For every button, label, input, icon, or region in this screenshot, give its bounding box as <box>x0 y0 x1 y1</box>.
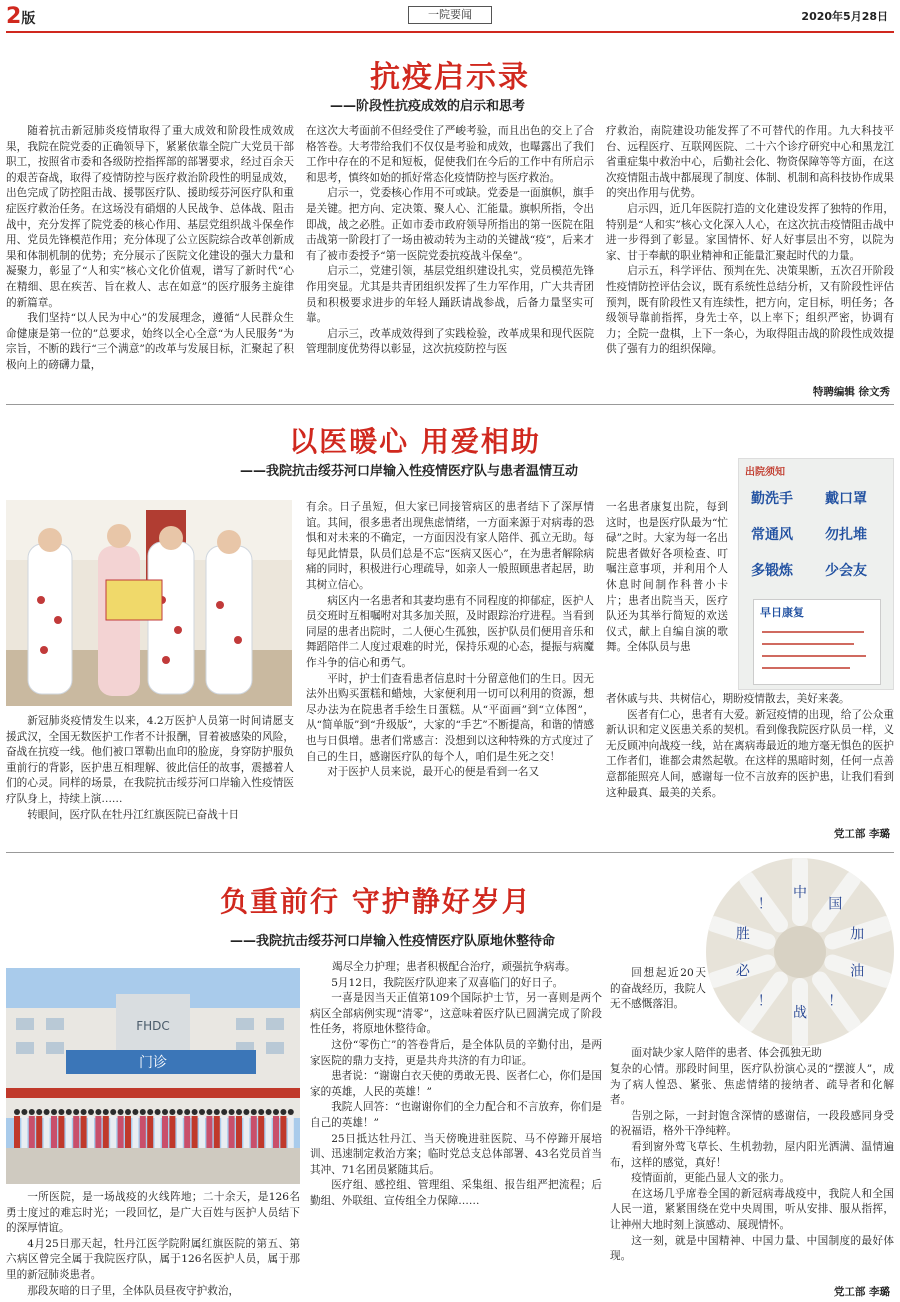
crowd-person <box>14 1116 20 1148</box>
article3-subtitle: ——我院抗击绥芬河口岸输入性疫情医疗队原地休整待命 <box>230 934 556 949</box>
crowd-person <box>192 1116 198 1148</box>
crowd-head <box>192 1109 198 1115</box>
card-tip: 多锻炼 <box>751 563 793 579</box>
paragraph: 启示四，近几年医院打造的文化建设发挥了独特的作用，特别是“人和实”核心文化深入人心，在这次抗击疫情阻击战中进一步得到了彰显。家国情怀、好人好事层出不穷，以院为家、甘于奉献的职业精神和正能量汇聚起时代的力量。 <box>606 202 894 262</box>
crowd-head <box>66 1109 72 1115</box>
paragraph: 病区内一名患者和其妻均患有不同程度的抑郁症，医护人员交班时互相嘱咐对其多加关照，及时跟踪治疗进程。当看到同屋的患者出院时，二人便心生孤独，医护队员们便用音乐和舞蹈陪伴二人度过艰难的时光，保持乐观的心态，提振与病魔作斗争的信心和勇气。 <box>306 594 594 669</box>
paragraph: 有余。日子虽短，但大家已同接管病区的患者结下了深厚情谊。其间，很多患者出现焦虑情绪，一方面来源于对病毒的恐惧和对未来的不确定，一方面因没有家人陪伴、孤立无助。每每见此情景，队员们总是不忘“医病又医心”，在为患者解除病痛的同时，积极进行心理疏导，如亲人一般照顾患者起居，助其树立信心。 <box>306 501 594 591</box>
hospital-team-photo <box>6 968 300 1184</box>
crowd-head <box>221 1109 227 1115</box>
paragraph: 那段灰暗的日子里，全体队员昼夜守护救治， <box>27 1284 240 1297</box>
circle-center <box>774 926 826 978</box>
section-divider <box>6 404 894 405</box>
crowd-person <box>81 1116 87 1148</box>
article2-column-3-bottom <box>606 692 894 822</box>
crowd-person <box>280 1116 286 1148</box>
crowd-head <box>266 1109 272 1115</box>
paragraph: 一名患者康复出院，每到这时，也是医疗队最为“忙碌”之时。大家为每一名出院患者做好各项检查、叮嘱注意事项，并利用个人休息时间制作科普小卡片；患者出院当天，医疗队还为其举行简短的欢送仪式，献上自编自演的歌舞。全体队员与患 <box>606 501 728 654</box>
article2-title: 以医暖心 用爱相助 <box>289 425 541 458</box>
paragraph: 一所医院，是一场战疫的火线阵地；二十余天，是126名勇士度过的难忘时光；一段回忆，是广大百姓与医护人员结下的深厚情谊。 <box>6 1191 300 1235</box>
crowd-person <box>95 1116 101 1148</box>
issue-date: 2020年5月28日 <box>801 10 888 23</box>
crowd-person <box>155 1116 161 1148</box>
article2-subtitle: ——我院抗击绥芬河口岸输入性疫情医疗队与患者温情互动 <box>240 464 579 479</box>
crowd-person <box>177 1116 183 1148</box>
article3-column-1 <box>6 1190 300 1302</box>
circle-character: 油 <box>850 963 865 980</box>
paragraph: 竭尽全力护理；患者积极配合治疗，顽强抗争病毒。 <box>332 961 576 973</box>
crowd-head <box>236 1109 242 1115</box>
crowd-person <box>221 1116 227 1148</box>
page-number <box>6 4 66 32</box>
paragraph: 医疗组、感控组、管理组、采集组、报告组严把流程；后勤组、外联组、宣传组全力保障…… <box>310 1179 602 1207</box>
crowd-head <box>51 1109 57 1115</box>
crowd-head <box>184 1109 190 1115</box>
paragraph: 平时，护士们查看患者信息时十分留意他们的生日。因无法外出购买蛋糕和蜡烛，大家便利用一切可以利用的资源，想尽办法为在院患者手绘生日蛋糕。从“平面画”到“立体图”，从“简单版”到“升级版”，大家的“手艺”不断提高，和谐的情感也与日俱增。患者们常感言：没想到以这种特殊的方式度过了自己的生日，感谢医疗队的每个人，咱们是生死之交！ <box>306 672 594 763</box>
card-recovery <box>753 599 881 685</box>
crowd-head <box>140 1109 146 1115</box>
crowd-person <box>73 1116 79 1148</box>
medical-team-photo <box>6 500 292 706</box>
paragraph: 在这次大考面前不但经受住了严峻考验，而且出色的交上了合格答卷。大考带给我们不仅仅是考验和成效，也曝露出了我们工作中存在的不足和短板，促使我们在今后的工作中有所启示和思考，慎终如始的抓好常态化疫情防控与医疗救治。 <box>306 125 594 184</box>
crowd-head <box>95 1109 101 1115</box>
crowd-person <box>51 1116 57 1148</box>
article1-column-1 <box>6 124 294 400</box>
card-tip: 戴口罩 <box>825 491 867 507</box>
crowd-person <box>199 1116 205 1148</box>
section-divider <box>6 852 894 853</box>
article3-column-3-top <box>610 966 706 1046</box>
paragraph: 在这场几乎席卷全国的新冠病毒战疫中，我院人和全国人民一道，紧紧围绕在党中央周围，听从安排、服从指挥，让神州大地时刻上演感动、展现情怀。 <box>610 1187 894 1231</box>
building-sign-text: 门诊 <box>139 1055 167 1071</box>
article3-byline: 党工部 李璐 <box>833 1286 890 1298</box>
crowd-head <box>36 1109 42 1115</box>
paragraph: 看到窗外莺飞草长、生机勃勃，屋内阳光洒满、温情遍布，这样的感觉，真好！ <box>610 1140 894 1169</box>
card-tip: 常通风 <box>751 527 793 543</box>
crowd-person <box>206 1116 212 1148</box>
circle-character: 必 <box>735 963 750 980</box>
crowd-person <box>229 1116 235 1148</box>
crowd-person <box>169 1116 175 1148</box>
article1-column-3 <box>606 124 894 384</box>
circle-character: 国 <box>828 896 843 913</box>
card-tip: 勤洗手 <box>751 491 793 507</box>
crowd-head <box>118 1109 124 1115</box>
crowd-person <box>110 1116 116 1148</box>
paragraph: 一喜是因当天正值第109个国际护士节，另一喜则是两个病区全部病例实现“清零”，这意味着医疗队已圆满完成了阶段性任务，将原地休整待命。 <box>310 992 602 1036</box>
paragraph: 对于医护人员来说，最开心的便是看到一名又 <box>327 766 540 779</box>
crowd-person <box>236 1116 242 1148</box>
crowd-person <box>251 1116 257 1148</box>
crowd-person <box>44 1116 50 1148</box>
crowd-head <box>81 1109 87 1115</box>
crowd-person <box>288 1116 294 1148</box>
article1-byline: 特聘编辑 徐文秀 <box>812 386 890 398</box>
crowd-head <box>214 1109 220 1115</box>
crowd-head <box>21 1109 27 1115</box>
crowd-head <box>169 1109 175 1115</box>
crowd-head <box>243 1109 249 1115</box>
card-tip: 勿扎堆 <box>825 527 867 543</box>
card-tips <box>745 481 889 593</box>
article2-byline: 党工部 李璐 <box>833 828 890 840</box>
circle-character: ！ <box>757 993 772 1010</box>
crowd-person <box>125 1116 131 1148</box>
paragraph: 回想起近20天的奋战经历，我院人无不感慨落泪。 <box>610 967 706 1011</box>
crowd-head <box>103 1109 109 1115</box>
paragraph: 这份“零伤亡”的答卷背后，是全体队员的辛勤付出，是两家医院的鼎力支持，更是共舟共济的有力印证。 <box>310 1038 602 1067</box>
article3-column-3-mid <box>610 1046 894 1062</box>
crowd-head <box>162 1109 168 1115</box>
article1-subtitle: ——阶段性抗疫成效的启示和思考 <box>330 99 526 114</box>
card-recovery-title: 早日康复 <box>760 606 804 619</box>
crowd-person <box>147 1116 153 1148</box>
circle-character: 胜 <box>735 926 750 943</box>
paragraph: 4月25日那天起，牡丹江医学院附属红旗医院的第五、第六病区曾完全属于我院医疗队，属于126名医护人员，属于那里的新冠肺炎患者。 <box>6 1237 300 1281</box>
crowd-head <box>251 1109 257 1115</box>
article1-title: 抗疫启示录 <box>370 60 530 95</box>
crowd-head <box>58 1109 64 1115</box>
paragraph: 患者说：“谢谢白衣天使的勇敢无畏、医者仁心，你们是国家的英雄，人民的英雄！” <box>310 1070 602 1098</box>
header-rule <box>6 31 894 33</box>
article3-column-3-bottom <box>610 1062 894 1284</box>
paragraph: 5月12日，我院医疗队迎来了双喜临门的好日子。 <box>331 976 564 989</box>
paragraph: 复杂的心情。那段时间里，医疗队扮演心灵的“摆渡人”，成为了病人惶恐、紧张、焦虑情绪的接纳者、疏导者和化解者。 <box>610 1063 894 1107</box>
circle-character: 战 <box>793 1005 807 1021</box>
crowd-person <box>273 1116 279 1148</box>
crowd-person <box>118 1116 124 1148</box>
card-logo: 出院须知 <box>745 467 785 478</box>
article2-column-2 <box>306 500 594 846</box>
crowd-person <box>140 1116 146 1148</box>
circle-character: 中 <box>793 885 807 901</box>
paragraph: 启示五，科学评估、预判在先、决策果断，五次召开阶段性疫情防控评估会议，既有系统性总结分析，又有阶段性评估预判，既有阶段性又有连续性，把方向，定目标，明任务；各级领导靠前指挥，身先士卒，以上率下；组织严密，协调有力；全院一盘棋，上下一条心，为取得阻击战的阶段性成效提供了强有力的组织保障。 <box>606 265 894 356</box>
health-tips-card-photo <box>738 458 894 690</box>
page-number-digit: 2 <box>6 4 22 29</box>
crowd-head <box>147 1109 153 1115</box>
crowd-head <box>199 1109 205 1115</box>
crowd-person <box>214 1116 220 1148</box>
paragraph: 我们坚持“以人民为中心”的发展理念，遵循“人民群众生命健康是第一位的”总要求，始终以全心全意“为人民服务”为宗旨，不断的践行“三个满意”的改革与发展目标，汇聚起了积极向上的磅礴力量， <box>6 312 294 371</box>
svg-text:FHDC: FHDC <box>136 1019 170 1033</box>
paragraph: 面对缺少家人陪伴的患者、体会孤独无助 <box>631 1047 822 1059</box>
crowd-head <box>177 1109 183 1115</box>
circle-character: ！ <box>828 993 843 1010</box>
crowd-person <box>243 1116 249 1148</box>
paragraph: 25日抵达牡丹江、当天傍晚进驻医院、马不停蹄开展培训、迅速制定救治方案；临时党总支总体部署、43名党员首当其冲、71名团员紧随其后。 <box>310 1132 602 1176</box>
paragraph: 疫情面前，更能凸显人文的张力。 <box>631 1172 791 1185</box>
paragraph: 启示一，党委核心作用不可或缺。党委是一面旗帜，旗手是关键。把方向、定决策、聚人心、汇能量。旗帜所指，令出即战，战之必胜。正如市委市政府领导所指出的第一医院在阻击战第一阶段打了一场由被动转为主动的关键战“疫”，后来才有了被市委授予“第一医院党委抗疫战斗保垒”。 <box>306 187 594 262</box>
crowd-head <box>44 1109 50 1115</box>
crowd-head <box>125 1109 131 1115</box>
paragraph: 转眼间，医疗队在牡丹江红旗医院已奋战十日 <box>27 808 240 821</box>
article3-title: 负重前行 守护静好岁月 <box>220 885 532 918</box>
crowd-head <box>88 1109 94 1115</box>
crowd-person <box>103 1116 109 1148</box>
crowd-person <box>266 1116 272 1148</box>
hands-circle-photo <box>706 858 894 1046</box>
card-tip: 少会友 <box>825 563 867 579</box>
crowd-person <box>132 1116 138 1148</box>
page-number-suffix: 版 <box>21 11 36 27</box>
section-name: 一院要闻 <box>408 6 492 24</box>
article2-column-3-top <box>606 500 728 690</box>
crowd-person <box>29 1116 35 1148</box>
paragraph: 启示三，改革成效得到了实践检验，改革成果和现代医院管理制度优势得以彰显，这次抗疫防控与医 <box>306 327 594 356</box>
crowd-person <box>36 1116 42 1148</box>
paragraph: 我院人回答：“也谢谢你们的全力配合和不言放弃，你们是自己的英雄！” <box>310 1101 602 1129</box>
crowd-head <box>288 1109 294 1115</box>
circle-character: 加 <box>850 926 865 943</box>
paragraph: 告别之际，一封封饱含深情的感谢信，一段段感同身受的祝福语，格外干净纯粹。 <box>610 1109 894 1138</box>
circle-character: ！ <box>757 896 772 913</box>
paragraph: 启示二，党建引领，基层党组织建设扎实，党员模范先锋作用突显。尤其是共青团组织发挥了生力军作用，广大共青团员和积极要求进步的年轻人踊跃请战参战，后备力量坚实可靠。 <box>306 265 594 325</box>
crowd-head <box>229 1109 235 1115</box>
crowd-person <box>88 1116 94 1148</box>
crowd-head <box>258 1109 264 1115</box>
paragraph: 这一刻，就是中国精神、中国力量、中国制度的最好体现。 <box>610 1234 894 1263</box>
paragraph: 新冠肺炎疫情发生以来，4.2万医护人员第一时间请愿支援武汉，全国无数医护工作者不计报酬，冒着被感染的风险，奋战在抗疫一线。他们被口罩勒出血印的脸庞，身穿防护服负重前行的背影，医护患互相理解、彼此信任的故事，震撼着人们的心灵。同样的场景，在我院抗击绥芬河口岸输入性疫情医疗队身上，持续上演…… <box>6 715 294 805</box>
article3-column-2 <box>310 960 602 1300</box>
crowd-head <box>14 1109 20 1115</box>
crowd-person <box>162 1116 168 1148</box>
crowd-head <box>73 1109 79 1115</box>
crowd-person <box>258 1116 264 1148</box>
crowd-head <box>206 1109 212 1115</box>
crowd-head <box>110 1109 116 1115</box>
crowd-head <box>280 1109 286 1115</box>
paragraph: 者休戚与共、共树信心，期盼疫情散去，美好来袭。 <box>606 693 850 705</box>
article2-column-1 <box>6 714 294 844</box>
crowd-person <box>184 1116 190 1148</box>
crowd-person <box>21 1116 27 1148</box>
crowd-head <box>155 1109 161 1115</box>
crowd-person <box>58 1116 64 1148</box>
article1-column-2 <box>306 124 594 400</box>
crowd-head <box>273 1109 279 1115</box>
paragraph: 疗救治，南院建设功能发挥了不可替代的作用。九大科技平台、远程医疗、互联网医院、二十六个诊疗研究中心和黑龙江省重症集中救治中心，后勤社会化、物资保障等等方面，在这次疫情阻击战中都展现了制度、体制、机制和高科技协作成果的突出作用与优势。 <box>606 125 894 200</box>
crowd-person <box>66 1116 72 1148</box>
paragraph: 医者有仁心，患者有大爱。新冠疫情的出现，给了公众重新认识和定义医患关系的契机。看到像我院医疗队员一样，义无反顾冲向战疫一线，站在离病毒最近的地方毫无惧色的医护工作者们，谁都会肃然起敬。在这样的黑暗时刻，任何一点善意都能照亮人间，感谢每一位不言放弃的医护患，让我们看到这种最真、最美的关系。 <box>606 708 894 799</box>
crowd-head <box>132 1109 138 1115</box>
paragraph: 随着抗击新冠肺炎疫情取得了重大成效和阶段性成效成果，我院在院党委的正确领导下，紧紧依靠全院广大党员干部职工，按照省市委和各级防控指挥部的部署要求，经过百余天的艰苦奋战，取得了疫情防控与医疗救治阶段性的明显成效，出色完成了防控阻击战、援鄂医疗队、援助绥芬河医疗队和重症医疗救治任务。在这场没有硝烟的人民战争、总体战、阻击战中，充分发挥了院党委的核心作用、基层党组织战斗保垒作用、党员先锋模范作用；充分体现了公立医院综合改革创新成果和体制机制的优势；充分展示了医院文化建设的强大力量和凝聚力，彰显了“人和实”核心文化价值观，谱写了新时代“心在精细、思在疾苦、旨在救人、志在如意”的医疗服务主旋律的新篇章。 <box>6 125 294 309</box>
crowd-head <box>29 1109 35 1115</box>
